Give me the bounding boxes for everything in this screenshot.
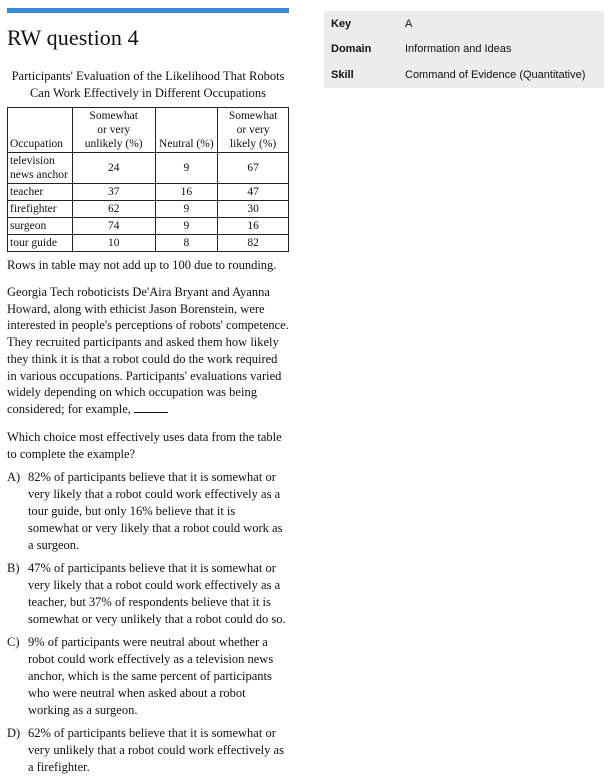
row-likely: 30 [218,201,289,218]
row-likely: 67 [218,153,289,184]
header-unlikely-line-3: unlikely (%) [84,138,143,150]
header-occupation: Occupation [8,108,73,153]
table-row [8,184,289,201]
row-likely: 47 [218,184,289,201]
header-unlikely-line-1: Somewhat [89,110,138,122]
choice-d[interactable] [7,725,289,776]
row-neutral: 9 [155,153,218,184]
meta-value: A [405,17,413,30]
header-neutral: Neutral (%) [155,108,218,153]
table-row [8,235,289,252]
row-unlikely: 24 [72,153,155,184]
header-likely-line-3: likely (%) [229,138,277,150]
choice-label: A) [7,469,21,484]
choice-c[interactable] [7,634,289,719]
answer-blank [134,403,168,413]
question-title: RW question 4 [7,25,139,50]
choice-label: C) [7,634,20,649]
header-likely [218,108,289,153]
row-occupation: surgeon [8,218,73,235]
meta-label: Key [331,17,352,30]
table-row [8,201,289,218]
choice-b[interactable] [7,560,289,628]
table-row [8,218,289,235]
row-likely: 16 [218,218,289,235]
meta-label: Skill [331,68,354,81]
choice-text: 62% of participants believe that it is somewhat or very unlikely that a robot could work effectively as a firefighter. [28,725,284,774]
meta-row-key [324,11,604,37]
row-neutral: 9 [155,218,218,235]
row-likely: 82 [218,235,289,252]
header-likely-line-2: or very [236,124,270,136]
table-row [8,153,289,184]
header-unlikely [72,108,155,153]
choice-text: 82% of participants believe that it is somewhat or very likely that a robot could work effectively as a tour guide, but only 16% believe that it is somewhat or very likely that a robot could work as a surgeon. [28,469,283,552]
passage [7,284,289,418]
choice-label: D) [7,725,21,740]
row-occupation-line-2: news anchor [10,169,68,181]
accent-bar [7,8,289,13]
table-note: Rows in table may not add up to 100 due to rounding. [7,258,277,272]
row-neutral: 9 [155,201,218,218]
question-panel [7,8,289,776]
meta-row-domain [324,37,604,63]
question-prompt: Which choice most effectively uses data from the table to complete the example? [7,429,282,461]
header-likely-line-1: Somewhat [228,110,278,122]
choice-text: 9% of participants were neutral about whether a robot could work effectively as a television news anchor, which is the same percent of participants who were neutral when asked about a robot working as a surgeon. [28,634,274,717]
row-neutral: 8 [155,235,218,252]
row-unlikely: 10 [72,235,155,252]
row-occupation [8,153,73,184]
choice-label: B) [7,560,20,575]
table-header-row [8,108,289,153]
row-unlikely: 62 [72,201,155,218]
metadata-panel [324,11,604,88]
meta-value: Information and Ideas [405,43,512,56]
row-unlikely: 74 [72,218,155,235]
table-title [7,68,289,102]
meta-row-skill [324,62,604,88]
header-unlikely-line-2: or very [97,124,131,136]
choice-a[interactable] [7,469,289,554]
row-occupation-line-1: television [10,155,55,167]
data-table [7,107,289,252]
row-neutral: 16 [155,184,218,201]
table-title-line-2: Can Work Effectively in Different Occupations [29,86,267,100]
meta-label: Domain [331,43,372,56]
row-occupation: tour guide [8,235,73,252]
choice-text: 47% of participants believe that it is somewhat or very likely that a robot could work effectively as a teacher, but 37% of respondents believe that it is somewhat or very unlikely that a robot could do so. [28,560,286,626]
passage-text: Georgia Tech roboticists De'Aira Bryant and Ayanna Howard, along with ethicist Jason Borenstein, were interested in people's perceptions of robots' competence. They recruited participants and asked them how likely they think it is that a robot could do the work required in various occupations. Participants' evaluations varied widely depending on which occupation was being considered; for example, [7,285,289,416]
row-occupation: teacher [8,184,73,201]
meta-value: Command of Evidence (Quantitative) [405,68,586,81]
table-title-line-1: Participants' Evaluation of the Likelihood That Robots [11,69,285,83]
row-unlikely: 37 [72,184,155,201]
row-occupation: firefighter [8,201,73,218]
